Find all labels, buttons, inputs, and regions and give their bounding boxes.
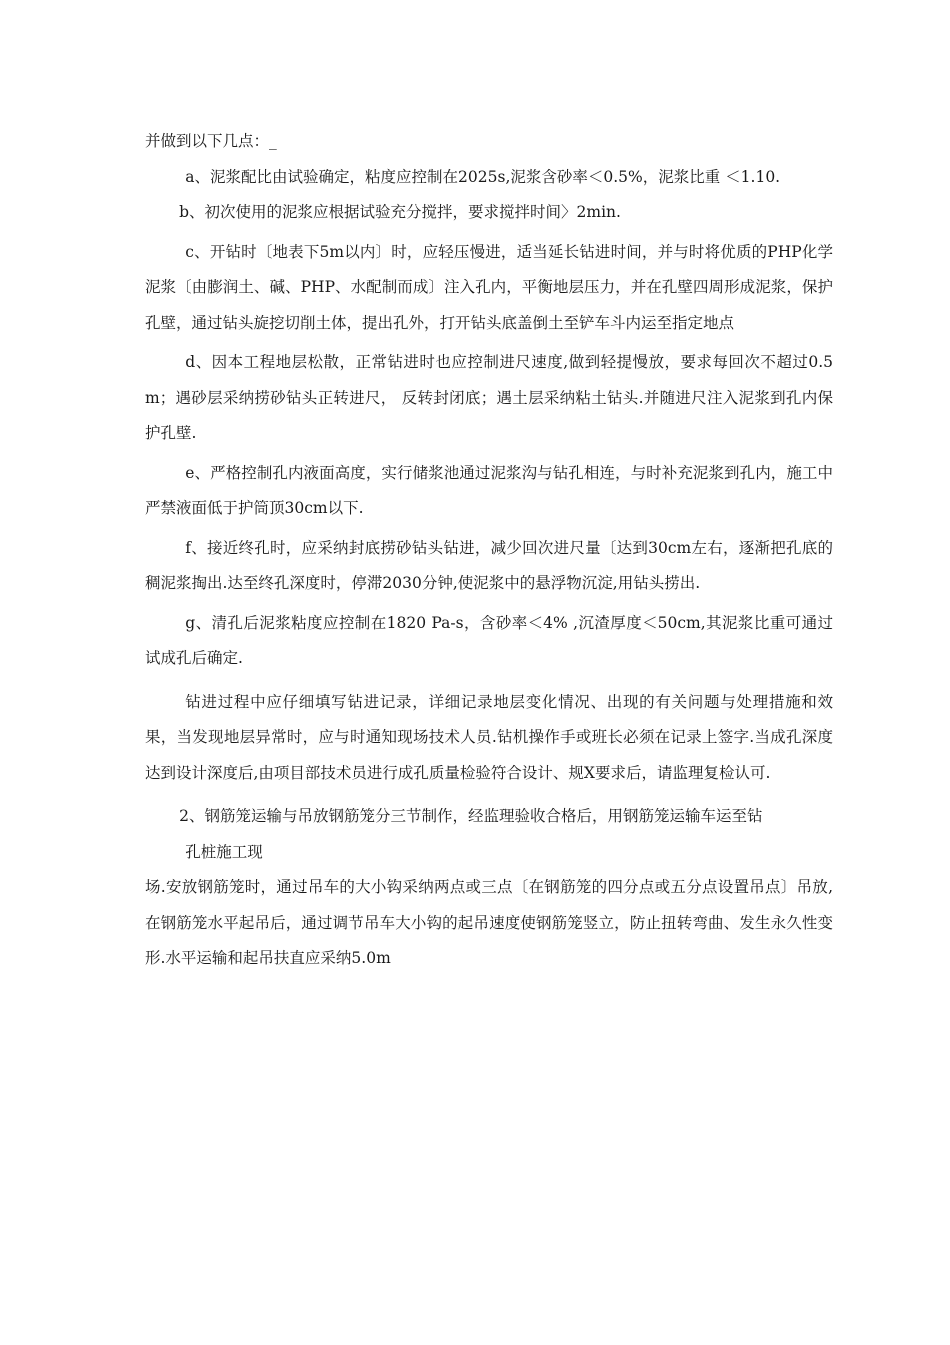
drilling-record-paragraph: 钻进过程中应仔细填写钻进记录，详细记录地层变化情况、出现的有关问题与处理措施和效果，当发现地层异常时，应与时通知现场技术人员.钻机操作手或班长必须在记录上签字.当成孔深度达到设计深度后,由项目部技术员进行成孔质量检验符合设计、规X要求后，请监理复检认可.	[145, 692, 833, 782]
item-c: c、开钻时〔地表下5m以内〕时，应轻压慢进，适当延长钻进时间，并与时将优质的PHP化学泥浆〔由膨润土、碱、PHP、水配制而成〕注入孔内，平衡地层压力，并在孔壁四周形成泥浆，保护孔壁，通过钻头旋挖切削土体，提出孔外，打开钻头底盖倒土至铲车斗内运至指定地点	[145, 242, 833, 332]
document-body	[145, 124, 833, 977]
item-b: b、初次使用的泥浆应根据试验充分搅拌，要求搅拌时间〉2min.	[179, 203, 621, 221]
intro-line: 并做到以下几点：_	[145, 132, 277, 150]
section-2-heading-continuation: 孔桩施工现	[185, 842, 263, 861]
item-e: e、严格控制孔内液面高度，实行储浆池通过泥浆沟与钻孔相连，与时补充泥浆到孔内，施工中严禁液面低于护筒顶30cm以下.	[145, 463, 833, 517]
item-g: g、清孔后泥浆粘度应控制在1820 Pa-s，含砂率＜4% ,沉渣厚度＜50cm,其泥浆比重可通过试成孔后确定.	[145, 613, 833, 667]
cage-installation-paragraph: 场.安放钢筋笼时，通过吊车的大小钩采纳两点或三点〔在钢筋笼的四分点或五分点设置吊点〕吊放,在钢筋笼水平起吊后，通过调节吊车大小钩的起吊速度使钢筋笼竖立，防止扭转弯曲、发生永久性变形.水平运输和起吊扶直应采纳5.0m	[145, 878, 833, 967]
section-2-heading-line: 2、钢筋笼运输与吊放钢筋笼分三节制作，经监理验收合格后，用钢筋笼运输车运至钻	[179, 807, 763, 825]
item-d: d、因本工程地层松散，正常钻进时也应控制进尺速度,做到轻提慢放，要求每回次不超过0.5m；遇砂层采纳捞砂钻头正转进尺， 反转封闭底；遇土层采纳粘土钻头.并随进尺注入泥浆到孔内保护孔壁.	[145, 353, 833, 442]
item-f: f、接近终孔时，应采纳封底捞砂钻头钻进，减少回次进尺量〔达到30cm左右，逐渐把孔底的稠泥浆掏出.达至终孔深度时，停滞2030分钟,使泥浆中的悬浮物沉淀,用钻头捞出.	[145, 538, 833, 592]
item-a: a、泥浆配比由试验确定，粘度应控制在2025s,泥浆含砂率＜0.5%，泥浆比重 ＜1.10.	[185, 167, 781, 186]
